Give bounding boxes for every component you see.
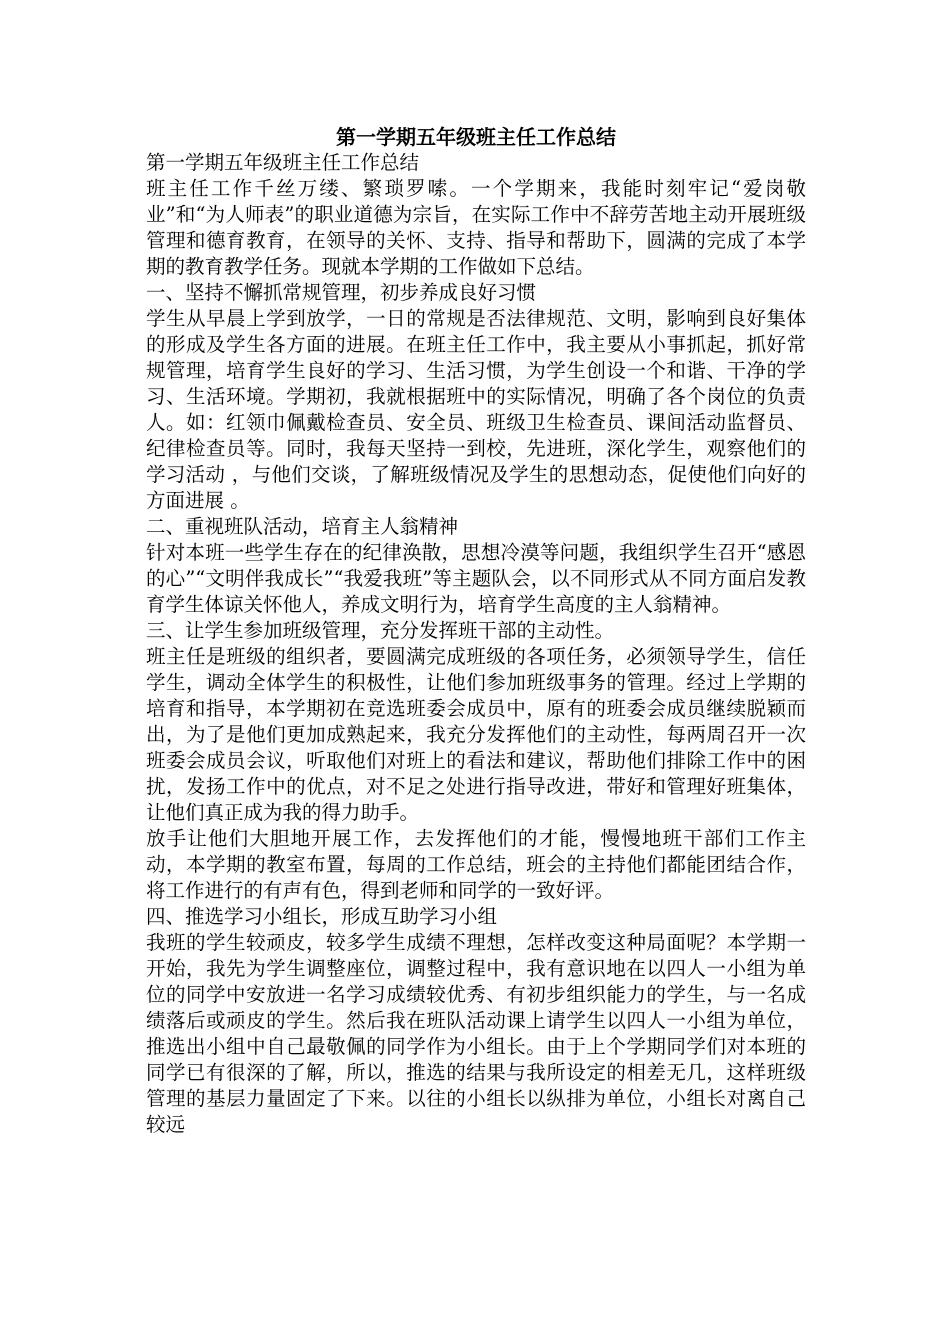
document-title: 第一学期五年级班主任工作总结 [336, 125, 616, 149]
section-3-paragraph-2: 放手让他们大胆地开展工作，去发挥他们的才能，慢慢地班干部们工作主动，本学期的教室布置，每周的工作总结，班会的主持他们都能团结合作，将工作进行的有声有色，得到老师和同学的一致好评。 [146, 827, 806, 902]
document-page [146, 124, 806, 1138]
section-heading-4: 四、推选学习小组长，形成互助学习小组 [146, 905, 498, 928]
section-heading-1: 一、坚持不懈抓常规管理，初步养成良好习惯 [146, 281, 537, 304]
section-2-paragraph: 针对本班一些学生存在的纪律涣散，思想冷漠等问题，我组织学生召开“感恩的心”“文明伴我成长”“我爱我班”等主题队会，以不同形式从不同方面启发教育学生体谅关怀他人，养成文明行为，培育学生高度的主人翁精神。 [146, 541, 806, 616]
intro-paragraph: 班主任工作千丝万缕、繁琐罗嗦。一个学期来，我能时刻牢记“爱岗敬业”和“为人师表”的职业道德为宗旨，在实际工作中不辞劳苦地主动开展班级管理和德育教育，在领导的关怀、支持、指导和帮助下，圆满的完成了本学期的教育教学任务。现就本学期的工作做如下总结。 [146, 177, 806, 278]
section-3-paragraph-1: 班主任是班级的组织者，要圆满完成班级的各项任务，必须领导学生，信任学生，调动全体学生的积极性，让他们参加班级事务的管理。经过上学期的培育和指导，本学期初在竞选班委会成员中，原有的班委会成员继续脱颖而出，为了是他们更加成熟起来，我充分发挥他们的主动性，每两周召开一次班委会成员会议，听取他们对班上的看法和建议，帮助他们排除工作中的困扰，发扬工作中的优点，对不足之处进行指导改进，带好和管理好班集体，让他们真正成为我的得力助手。 [146, 645, 806, 824]
section-heading-3: 三、让学生参加班级管理，充分发挥班干部的主动性。 [146, 619, 615, 642]
section-4-paragraph: 我班的学生较顽皮，较多学生成绩不理想，怎样改变这种局面呢？本学期一开始，我先为学生调整座位，调整过程中，我有意识地在以四人一小组为单位的同学中安放进一名学习成绩较优秀、有初步组织能力的学生，与一名成绩落后或顽皮的学生。然后我在班队活动课上请学生以四人一小组为单位，推选出小组中自己最敬佩的同学作为小组长。由于上个学期同学们对本班的同学已有很深的了解，所以，推选的结果与我所设定的相差无几，这样班级管理的基层力量固定了下来。以往的小组长以纵排为单位，小组长对离自己较远 [146, 931, 806, 1136]
section-1-paragraph: 学生从早晨上学到放学，一日的常规是否法律规范、文明，影响到良好集体的形成及学生各方面的进展。在班主任工作中，我主要从小事抓起，抓好常规管理，培育学生良好的学习、生活习惯，为学生创设一个和谐、干净的学习、生活环境。学期初，我就根据班中的实际情况，明确了各个岗位的负责人。如：红领巾佩戴检查员、安全员、班级卫生检查员、课间活动监督员、纪律检查员等。同时，我每天坚持一到校，先进班，深化学生，观察他们的学习活动 ，与他们交谈，了解班级情况及学生的思想动态，促使他们向好的方面进展 。 [146, 307, 806, 512]
section-heading-2: 二、重视班队活动，培育主人翁精神 [146, 515, 459, 538]
subtitle-paragraph: 第一学期五年级班主任工作总结 [146, 151, 420, 174]
